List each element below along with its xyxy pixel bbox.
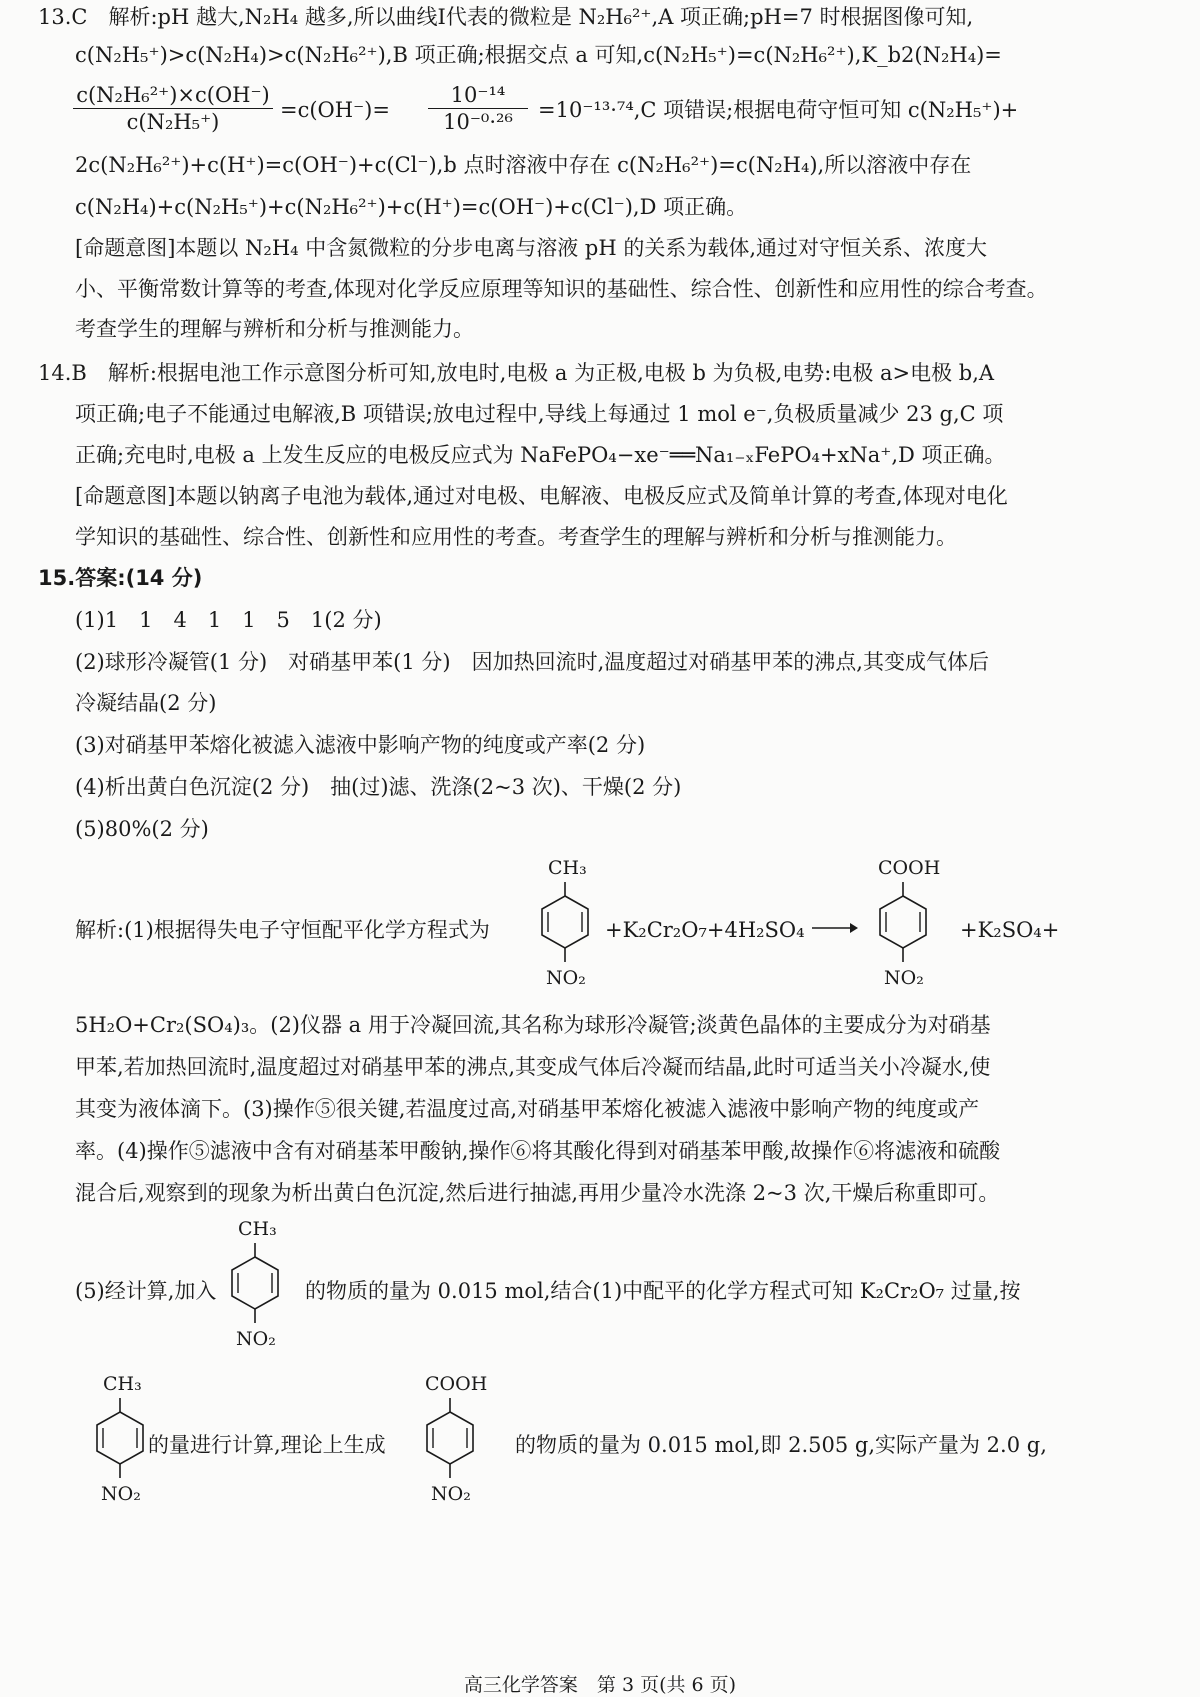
q15-part5-tail: 的物质的量为 0.015 mol,结合(1)中配平的化学方程式可知 K₂Cr₂O₇ 过量,按 bbox=[305, 1279, 1021, 1303]
q15-part5-lead: (5)经计算,加入 bbox=[75, 1279, 217, 1303]
p-nitrotoluene-structure-2 bbox=[210, 1213, 300, 1368]
fraction-ratio bbox=[428, 82, 528, 135]
fraction-numerator: c(N₂H₆²⁺)×c(OH⁻) bbox=[76, 83, 270, 107]
q15-answer-1: (1)1 1 4 1 1 5 1(2 分) bbox=[75, 608, 382, 632]
methyl-label: CH₃ bbox=[548, 857, 587, 879]
fraction-denominator: c(N₂H₅⁺) bbox=[73, 108, 273, 135]
q15-answer-4: (4)析出黄白色沉淀(2 分) 抽(过)滤、洗涤(2~3 次)、干燥(2 分) bbox=[75, 775, 682, 799]
q13-intent-2: 小、平衡常数计算等的考查,体现对化学反应原理等知识的基础性、综合性、创新性和应用性的综合考查。 bbox=[75, 277, 1048, 301]
q13-line-5: c(N₂H₄)+c(N₂H₅⁺)+c(N₂H₆²⁺)+c(H⁺)=c(OH⁻)+c(Cl⁻),D 项正确。 bbox=[75, 195, 748, 219]
fraction-kb2 bbox=[73, 82, 273, 135]
nitro-label: NO₂ bbox=[884, 967, 924, 989]
equation-middle: =c(OH⁻)= bbox=[280, 98, 390, 122]
q14-line-3: 正确;充电时,电极 a 上发生反应的电极反应式为 NaFePO₄−xe⁻══Na₁₋ₓFePO₄+xNa⁺,D 项正确。 bbox=[75, 443, 1006, 467]
q14-intent-2: 学知识的基础性、综合性、创新性和应用性的考查。考查学生的理解与辨析和分析与推测能力。 bbox=[75, 525, 957, 549]
reaction-arrow-icon bbox=[810, 918, 860, 943]
p-nitrotoluene-structure-1 bbox=[520, 852, 610, 1007]
q13-line-2: c(N₂H₅⁺)>c(N₂H₄)>c(N₂H₆²⁺),B 项正确;根据交点 a 可知,c(N₂H₅⁺)=c(N₂H₆²⁺),K_b2(N₂H₄)= bbox=[75, 43, 1002, 67]
nitro-label: NO₂ bbox=[101, 1483, 141, 1505]
q15-explanation-5: 混合后,观察到的现象为析出黄白色沉淀,然后进行抽滤,再用少量冷水洗涤 2~3 次,干燥后称重即可。 bbox=[75, 1181, 1000, 1205]
fraction-numerator: 10⁻¹⁴ bbox=[450, 83, 506, 107]
q13-line-3-tail: =10⁻¹³·⁷⁴,C 项错误;根据电荷守恒可知 c(N₂H₅⁺)+ bbox=[538, 98, 1019, 122]
q15-explanation-lead: 解析:(1)根据得失电子守恒配平化学方程式为 bbox=[75, 918, 490, 942]
q13-intent-3: 考查学生的理解与辨析和分析与推测能力。 bbox=[75, 317, 474, 341]
methyl-label: CH₃ bbox=[238, 1218, 277, 1240]
q15-explanation-3: 其变为液体滴下。(3)操作⑤很关键,若温度过高,对硝基甲苯熔化被滤入滤液中影响产物的纯度或产 bbox=[75, 1097, 980, 1121]
q15-answer-3: (3)对硝基甲苯熔化被滤入滤液中影响产物的纯度或产率(2 分) bbox=[75, 733, 646, 757]
nitro-label: NO₂ bbox=[236, 1328, 276, 1350]
q13-line-4: 2c(N₂H₆²⁺)+c(H⁺)=c(OH⁻)+c(Cl⁻),b 点时溶液中存在 c(N₂H₆²⁺)=c(N₂H₄),所以溶液中存在 bbox=[75, 153, 972, 177]
q15-explanation-4: 率。(4)操作⑤滤液中含有对硝基苯甲酸钠,操作⑥将其酸化得到对硝基苯甲酸,故操作⑥将滤液和硫酸 bbox=[75, 1139, 1001, 1163]
p-nitrobenzoic-acid-structure-2 bbox=[405, 1368, 505, 1523]
q13-line-1: 13.C 解析:pH 越大,N₂H₄ 越多,所以曲线Ⅰ代表的微粒是 N₂H₆²⁺,A 项正确;pH=7 时根据图像可知, bbox=[38, 5, 974, 29]
q14-line-1: 14.B 解析:根据电池工作示意图分析可知,放电时,电极 a 为正极,电极 b 为负极,电势:电极 a>电极 b,A bbox=[38, 361, 995, 385]
carboxyl-label: COOH bbox=[425, 1373, 488, 1395]
q15-answer-2-cont: 冷凝结晶(2 分) bbox=[75, 691, 217, 715]
methyl-label: CH₃ bbox=[103, 1373, 142, 1395]
carboxyl-label: COOH bbox=[878, 857, 941, 879]
q15-explanation-1: 5H₂O+Cr₂(SO₄)₃。(2)仪器 a 用于冷凝回流,其名称为球形冷凝管;淡黄色晶体的主要成分为对硝基 bbox=[75, 1013, 991, 1037]
page-footer: 高三化学答案 第 3 页(共 6 页) bbox=[463, 1674, 737, 1696]
q15-part5-calc: 的量进行计算,理论上生成 bbox=[148, 1433, 386, 1457]
reagents-text: +K₂Cr₂O₇+4H₂SO₄ bbox=[605, 918, 805, 942]
nitro-label: NO₂ bbox=[546, 967, 586, 989]
p-nitrobenzoic-acid-structure-1 bbox=[858, 852, 958, 1007]
q15-answer-2: (2)球形冷凝管(1 分) 对硝基甲苯(1 分) 因加热回流时,温度超过对硝基甲苯的沸点,其变成气体后 bbox=[75, 650, 989, 674]
q13-intent-1: [命题意图]本题以 N₂H₄ 中含氮微粒的分步电离与溶液 pH 的关系为载体,通过对守恒关系、浓度大 bbox=[75, 236, 988, 260]
q15-answer-5: (5)80%(2 分) bbox=[75, 817, 209, 841]
q14-line-2: 项正确;电子不能通过电解液,B 项错误;放电过程中,导线上每通过 1 mol e⁻,负极质量减少 23 g,C 项 bbox=[75, 402, 1004, 426]
q15-part5-result: 的物质的量为 0.015 mol,即 2.505 g,实际产量为 2.0 g, bbox=[515, 1433, 1047, 1457]
q15-explanation-2: 甲苯,若加热回流时,温度超过对硝基甲苯的沸点,其变成气体后冷凝而结晶,此时可适当关小冷凝水,使 bbox=[75, 1055, 991, 1079]
products-text: +K₂SO₄+ bbox=[960, 918, 1060, 942]
q14-intent-1: [命题意图]本题以钠离子电池为载体,通过对电极、电解液、电极反应式及简单计算的考查,体现对电化 bbox=[75, 484, 1008, 508]
fraction-denominator: 10⁻⁰·²⁶ bbox=[428, 108, 528, 135]
nitro-label: NO₂ bbox=[431, 1483, 471, 1505]
q15-heading: 15.答案:(14 分) bbox=[38, 566, 203, 590]
